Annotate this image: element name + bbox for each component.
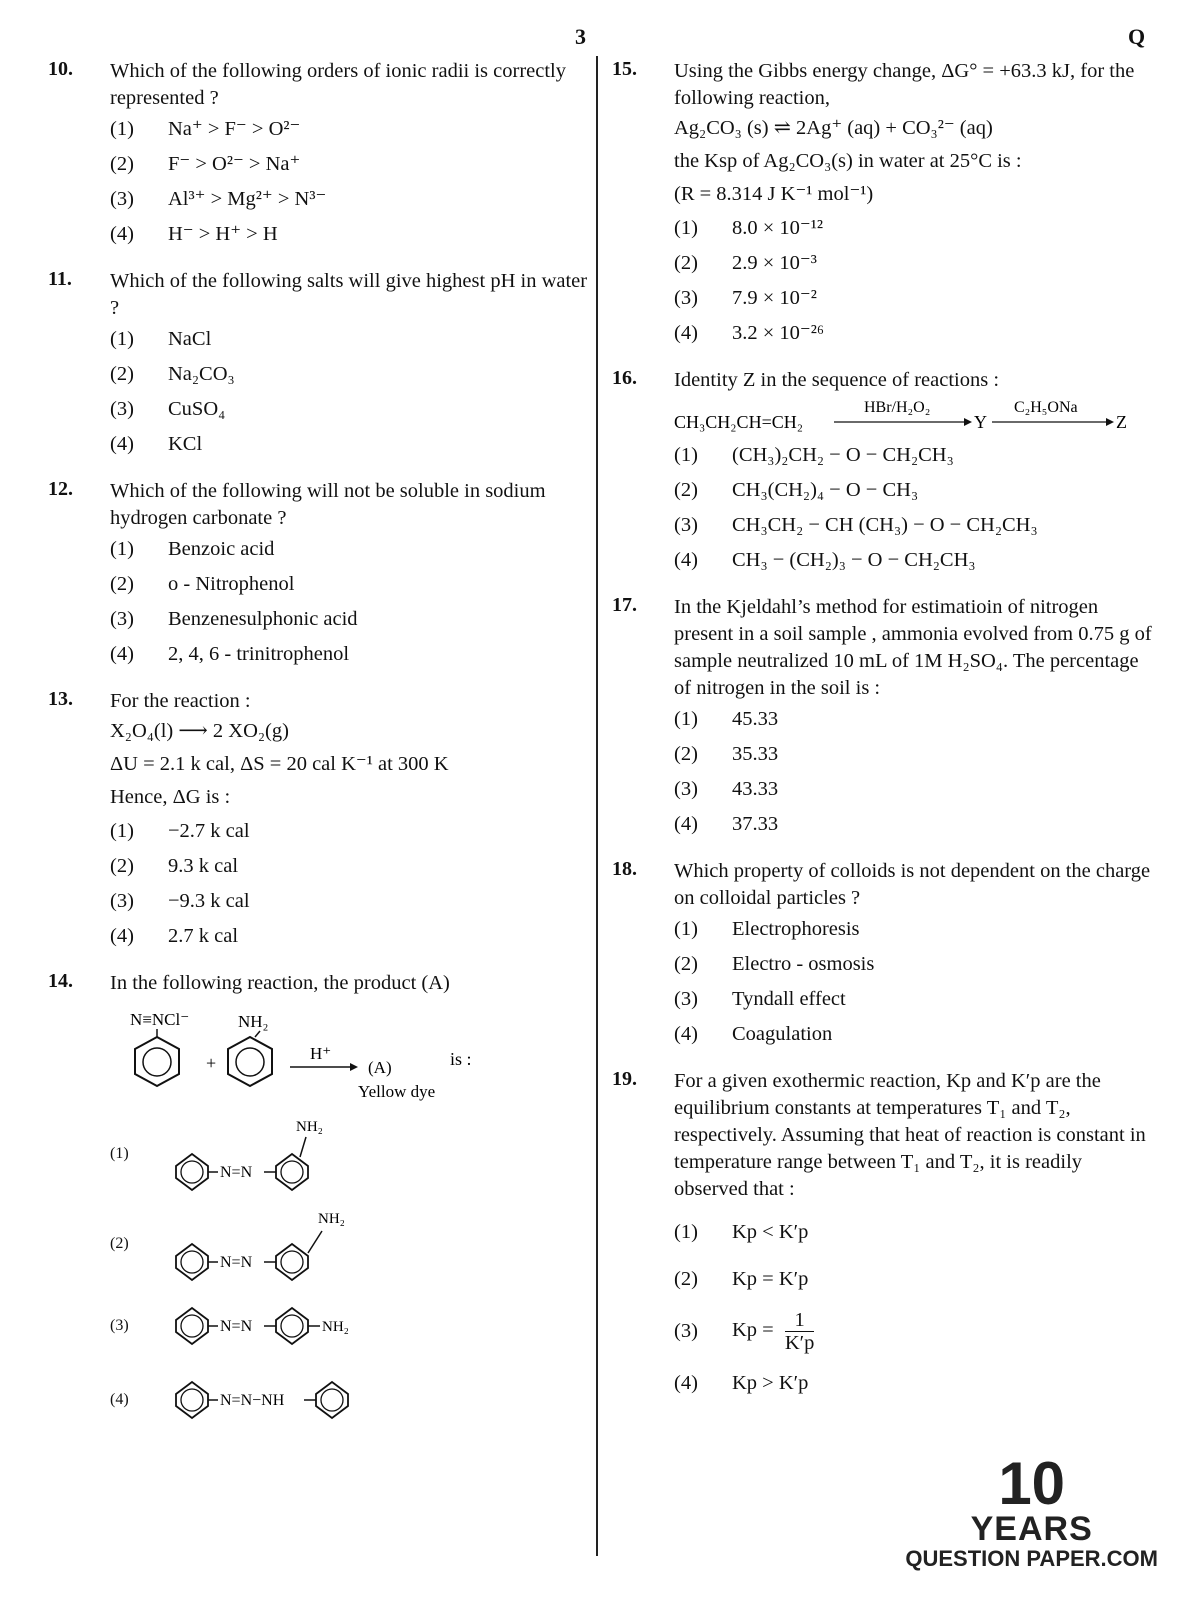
option-number: (4) bbox=[674, 1372, 698, 1394]
option-text: o - Nitrophenol bbox=[168, 573, 295, 595]
option-number: (2) bbox=[674, 479, 698, 501]
option[interactable] bbox=[110, 147, 588, 182]
watermark-word: YEARS bbox=[970, 1510, 1093, 1548]
question-text: Which of the following will not be soluble in sodium hydrogen carbonate ? bbox=[110, 480, 546, 529]
question-18 bbox=[612, 858, 1152, 1052]
option[interactable] bbox=[110, 1365, 588, 1435]
option-number: (3) bbox=[674, 287, 698, 309]
azo-label: N=N bbox=[220, 1254, 253, 1271]
option[interactable] bbox=[110, 849, 588, 884]
structure-options bbox=[110, 1111, 588, 1435]
option-number: (2) bbox=[674, 1268, 698, 1290]
option-text: Kp = K′p bbox=[732, 1268, 809, 1290]
option-number: (4) bbox=[110, 925, 134, 947]
option-text: NaCl bbox=[168, 328, 212, 350]
set-code: Q bbox=[1128, 24, 1146, 49]
option[interactable] bbox=[110, 1111, 588, 1197]
benzene-ring bbox=[135, 1037, 179, 1086]
product-description: Yellow dye bbox=[358, 1082, 436, 1101]
option-number: (2) bbox=[674, 252, 698, 274]
option-number: (3) bbox=[674, 778, 698, 800]
option[interactable] bbox=[674, 281, 1152, 316]
option-text: KCl bbox=[168, 433, 203, 455]
option-number: (3) bbox=[110, 608, 134, 630]
option[interactable] bbox=[110, 427, 588, 462]
option[interactable] bbox=[674, 982, 1152, 1017]
question-text: Which of the following orders of ionic radii is correctly represented ? bbox=[110, 60, 566, 109]
option-text: 2.9 × 10⁻³ bbox=[732, 252, 817, 274]
question-text: For a given exothermic reaction, Kp and K′p are the equilibrium constants at temperatures T₁ and T₂, respectively. Assuming that heat of reaction is constant in temperature range between T₁ and T₂, it is readily observed that : bbox=[674, 1070, 1146, 1200]
intermediate-y: Y bbox=[974, 412, 987, 432]
option-number: (1) bbox=[674, 1221, 698, 1243]
option-text: CH₃ − (CH₂)₃ − O − CH₂CH₃ bbox=[732, 549, 976, 571]
question-text: In the following reaction, the product (A) bbox=[110, 972, 450, 994]
option-number: (2) bbox=[674, 953, 698, 975]
page-number: 3 bbox=[575, 24, 586, 49]
option-number: (4) bbox=[674, 322, 698, 344]
option-text: 37.33 bbox=[732, 813, 779, 835]
option-number: (4) bbox=[110, 223, 134, 245]
question-number: 18. bbox=[612, 858, 637, 880]
arrow-label: H⁺ bbox=[310, 1044, 332, 1063]
benzene-ring bbox=[228, 1037, 272, 1086]
given-values: ΔU = 2.1 k cal, ΔS = 20 cal K⁻¹ at 300 K bbox=[110, 753, 449, 775]
option-text: CuSO₄ bbox=[168, 398, 226, 420]
option-text: Tyndall effect bbox=[732, 988, 846, 1010]
option-text: 9.3 k cal bbox=[168, 855, 239, 877]
option-number: (4) bbox=[674, 1023, 698, 1045]
aromatic-circle bbox=[236, 1048, 264, 1076]
option-number: (3) bbox=[674, 514, 698, 536]
option-text: 3.2 × 10⁻²⁶ bbox=[732, 322, 825, 344]
reaction-scheme bbox=[110, 997, 590, 1107]
option[interactable] bbox=[674, 702, 1152, 737]
option[interactable] bbox=[674, 1215, 1152, 1250]
product-z: Z bbox=[1116, 412, 1127, 432]
diazonium-label: N≡NCl⁻ bbox=[130, 1010, 190, 1029]
option[interactable] bbox=[110, 814, 588, 849]
option[interactable] bbox=[110, 1201, 588, 1287]
option-number: (1) bbox=[674, 444, 698, 466]
question-prompt: the Ksp of Ag₂CO₃(s) in water at 25°C is : bbox=[674, 150, 1022, 172]
option-number: (1) bbox=[110, 820, 134, 842]
option-text: Al³⁺ > Mg²⁺ > N³⁻ bbox=[168, 188, 327, 210]
question-text: Which property of colloids is not dependent on the charge on colloidal particles ? bbox=[674, 860, 1151, 909]
option-number: (3) bbox=[110, 188, 134, 210]
option[interactable] bbox=[110, 532, 588, 567]
question-15 bbox=[612, 58, 1152, 351]
option-text: 7.9 × 10⁻² bbox=[732, 287, 817, 309]
question-text: Which of the following salts will give highest pH in water ? bbox=[110, 270, 588, 319]
option[interactable] bbox=[674, 211, 1152, 246]
option[interactable] bbox=[674, 316, 1152, 351]
fraction-numerator: 1 bbox=[785, 1309, 815, 1332]
option-number: (2) bbox=[110, 855, 134, 877]
option-number: (1) bbox=[110, 1145, 129, 1162]
fraction bbox=[785, 1309, 815, 1354]
question-text: Identity Z in the sequence of reactions : bbox=[674, 369, 1000, 391]
option-text: H⁻ > H⁺ > H bbox=[168, 223, 278, 245]
option-text: Benzenesulphonic acid bbox=[168, 608, 358, 630]
azo-structure bbox=[168, 1291, 408, 1361]
option[interactable] bbox=[110, 567, 588, 602]
option[interactable] bbox=[110, 637, 588, 672]
option-text: −9.3 k cal bbox=[168, 890, 250, 912]
left-column bbox=[48, 58, 588, 1451]
option[interactable] bbox=[110, 217, 588, 252]
option[interactable] bbox=[110, 1291, 588, 1361]
option-text: CH₃CH₂ − CH (CH₃) − O − CH₂CH₃ bbox=[732, 514, 1038, 536]
option-text: Benzoic acid bbox=[168, 538, 275, 560]
column-divider bbox=[596, 56, 598, 1556]
question-number: 10. bbox=[48, 58, 73, 80]
option-text: 35.33 bbox=[732, 743, 779, 765]
option-text: Na⁺ > F⁻ > O²⁻ bbox=[168, 118, 301, 140]
option-text: 2.7 k cal bbox=[168, 925, 239, 947]
question-number: 19. bbox=[612, 1068, 637, 1090]
question-17 bbox=[612, 594, 1152, 842]
gas-constant: (R = 8.314 J K⁻¹ mol⁻¹) bbox=[674, 183, 874, 205]
azo-structure bbox=[168, 1111, 368, 1197]
question-number: 15. bbox=[612, 58, 637, 80]
option[interactable] bbox=[110, 919, 588, 954]
substituent-label: NH₂ bbox=[318, 1211, 345, 1227]
option-number: (3) bbox=[674, 988, 698, 1010]
product-label: (A) bbox=[368, 1058, 392, 1077]
option-text: 2, 4, 6 - trinitrophenol bbox=[168, 643, 350, 665]
option-text: −2.7 k cal bbox=[168, 820, 250, 842]
option-text: F⁻ > O²⁻ > Na⁺ bbox=[168, 153, 301, 175]
option-text: Coagulation bbox=[732, 1023, 833, 1045]
starting-material: CH₃CH₂CH=CH₂ bbox=[674, 412, 803, 432]
aromatic-circle bbox=[143, 1048, 171, 1076]
azo-label: N=N bbox=[220, 1318, 253, 1335]
option-text: (CH₃)₂CH₂ − O − CH₂CH₃ bbox=[732, 444, 954, 466]
question-number: 12. bbox=[48, 478, 73, 500]
option-text: Na₂CO₃ bbox=[168, 363, 235, 385]
option[interactable] bbox=[674, 807, 1152, 842]
option[interactable] bbox=[110, 392, 588, 427]
question-text: Using the Gibbs energy change, ΔG° = +63.3 kJ, for the following reaction, bbox=[674, 60, 1135, 109]
option-text: 45.33 bbox=[732, 708, 779, 730]
question-12 bbox=[48, 478, 588, 672]
option-number: (1) bbox=[110, 118, 134, 140]
option[interactable] bbox=[674, 508, 1152, 543]
azo-label: N=N−NH bbox=[220, 1392, 285, 1409]
question-number: 16. bbox=[612, 367, 637, 389]
right-column bbox=[612, 58, 1152, 1417]
fraction-denominator: K′p bbox=[784, 1332, 815, 1354]
question-text: For the reaction : bbox=[110, 690, 251, 712]
watermark-site: QUESTION PAPER.COM bbox=[905, 1546, 1158, 1571]
option[interactable] bbox=[110, 182, 588, 217]
option[interactable] bbox=[110, 112, 588, 147]
option-number: (1) bbox=[674, 217, 698, 239]
option-number: (3) bbox=[110, 890, 134, 912]
question-text: In the Kjeldahl’s method for estimatioin of nitrogen present in a soil sample , ammonia evolved from 0.75 g of sample neutralized 10 mL of 1M H₂SO₄. The percentage of nitrogen in the soil is : bbox=[674, 596, 1152, 699]
reaction-sequence bbox=[674, 394, 1144, 438]
option-text: Electrophoresis bbox=[732, 918, 860, 940]
reagent-2: C₂H₅ONa bbox=[1014, 399, 1078, 416]
option[interactable] bbox=[674, 947, 1152, 982]
option-number: (1) bbox=[110, 328, 134, 350]
option[interactable] bbox=[674, 912, 1152, 947]
option-number: (2) bbox=[674, 743, 698, 765]
option-number: (3) bbox=[110, 398, 134, 420]
option[interactable] bbox=[110, 884, 588, 919]
option-text: Electro - osmosis bbox=[732, 953, 875, 975]
question-11 bbox=[48, 268, 588, 462]
substituent-label: NH₂ bbox=[296, 1119, 323, 1135]
option[interactable] bbox=[110, 602, 588, 637]
option-number: (1) bbox=[674, 708, 698, 730]
question-number: 14. bbox=[48, 970, 73, 992]
option[interactable] bbox=[674, 438, 1152, 473]
option[interactable] bbox=[674, 1309, 1152, 1354]
question-16 bbox=[612, 367, 1152, 578]
option-number: (2) bbox=[110, 153, 134, 175]
reagent-1: HBr/H₂O₂ bbox=[864, 399, 931, 416]
option[interactable] bbox=[674, 246, 1152, 281]
option-number: (2) bbox=[110, 1235, 129, 1252]
option-text: 8.0 × 10⁻¹² bbox=[732, 217, 824, 239]
option[interactable] bbox=[674, 737, 1152, 772]
option-number: (1) bbox=[110, 538, 134, 560]
question-10 bbox=[48, 58, 588, 252]
reaction-equation: X₂O₄(l) ⟶ 2 XO₂(g) bbox=[110, 720, 289, 742]
option-text: 43.33 bbox=[732, 778, 779, 800]
watermark-logo bbox=[905, 1450, 1158, 1572]
azo-structure bbox=[168, 1201, 368, 1287]
reaction-equation: Ag₂CO₃ (s) ⇌ 2Ag⁺ (aq) + CO₃²⁻ (aq) bbox=[674, 117, 993, 139]
question-number: 13. bbox=[48, 688, 73, 710]
azo-structure bbox=[168, 1365, 428, 1435]
azo-label: N=N bbox=[220, 1164, 253, 1181]
option[interactable] bbox=[674, 543, 1152, 578]
option-number: (2) bbox=[110, 573, 134, 595]
question-number: 11. bbox=[48, 268, 72, 290]
question-14 bbox=[48, 970, 588, 1435]
option-text: Kp = bbox=[732, 1319, 774, 1342]
watermark-number: 10 bbox=[998, 1450, 1066, 1517]
option-number: (3) bbox=[110, 1317, 129, 1334]
option[interactable] bbox=[674, 1366, 1152, 1401]
option-number: (1) bbox=[674, 918, 698, 940]
option[interactable] bbox=[674, 772, 1152, 807]
option-text: Kp > K′p bbox=[732, 1372, 809, 1394]
plus-sign: + bbox=[206, 1053, 217, 1073]
option-number: (4) bbox=[674, 813, 698, 835]
question-19 bbox=[612, 1068, 1152, 1401]
question-number: 17. bbox=[612, 594, 637, 616]
option[interactable] bbox=[674, 1262, 1152, 1297]
option-number: (4) bbox=[110, 433, 134, 455]
option-number: (4) bbox=[674, 549, 698, 571]
option-text: CH₃(CH₂)₄ − O − CH₃ bbox=[732, 479, 919, 501]
question-prompt: Hence, ΔG is : bbox=[110, 786, 231, 808]
question-13 bbox=[48, 688, 588, 954]
option-number: (4) bbox=[110, 1391, 129, 1408]
option[interactable] bbox=[110, 322, 588, 357]
option-number: (3) bbox=[674, 1320, 698, 1342]
option[interactable] bbox=[110, 357, 588, 392]
option-text: Kp < K′p bbox=[732, 1221, 809, 1243]
option-number: (2) bbox=[110, 363, 134, 385]
option-number: (4) bbox=[110, 643, 134, 665]
is-label: is : bbox=[450, 1049, 472, 1069]
substituent-label: NH₂ bbox=[322, 1319, 349, 1335]
amine-label: NH₂ bbox=[238, 1012, 269, 1031]
option[interactable] bbox=[674, 1017, 1152, 1052]
option[interactable] bbox=[674, 473, 1152, 508]
